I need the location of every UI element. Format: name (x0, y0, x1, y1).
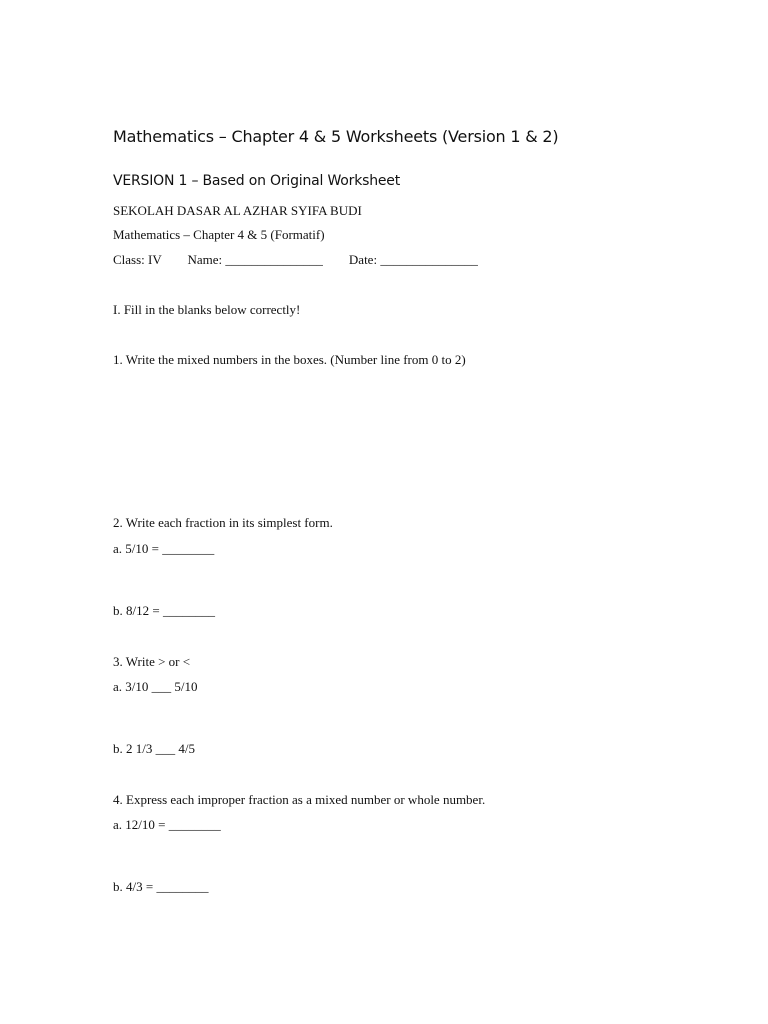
section-instruction: I. Fill in the blanks below correctly! (113, 302, 301, 317)
version-heading: VERSION 1 – Based on Original Worksheet (113, 173, 400, 189)
question-4: 4. Express each improper fraction as a mixed number or whole number. (113, 792, 486, 807)
page-title: Mathematics – Chapter 4 & 5 Worksheets (Version 1 & 2) (113, 127, 559, 146)
question-3: 3. Write > or < (113, 654, 191, 669)
question-1: 1. Write the mixed numbers in the boxes. (Number line from 0 to 2) (113, 352, 466, 367)
question-3b: b. 2 1/3 ___ 4/5 (113, 741, 195, 756)
class-name-date-line: Class: IV Name: _______________ Date: _______________ (113, 252, 478, 267)
question-3a: a. 3/10 ___ 5/10 (113, 679, 198, 694)
question-4b: b. 4/3 = ________ (113, 879, 209, 894)
question-2: 2. Write each fraction in its simplest form. (113, 515, 333, 530)
school-name: SEKOLAH DASAR AL AZHAR SYIFA BUDI (113, 203, 362, 218)
question-2a: a. 5/10 = ________ (113, 541, 215, 556)
question-2b: b. 8/12 = ________ (113, 603, 215, 618)
question-4a: a. 12/10 = ________ (113, 817, 221, 832)
subject-line: Mathematics – Chapter 4 & 5 (Formatif) (113, 227, 325, 242)
